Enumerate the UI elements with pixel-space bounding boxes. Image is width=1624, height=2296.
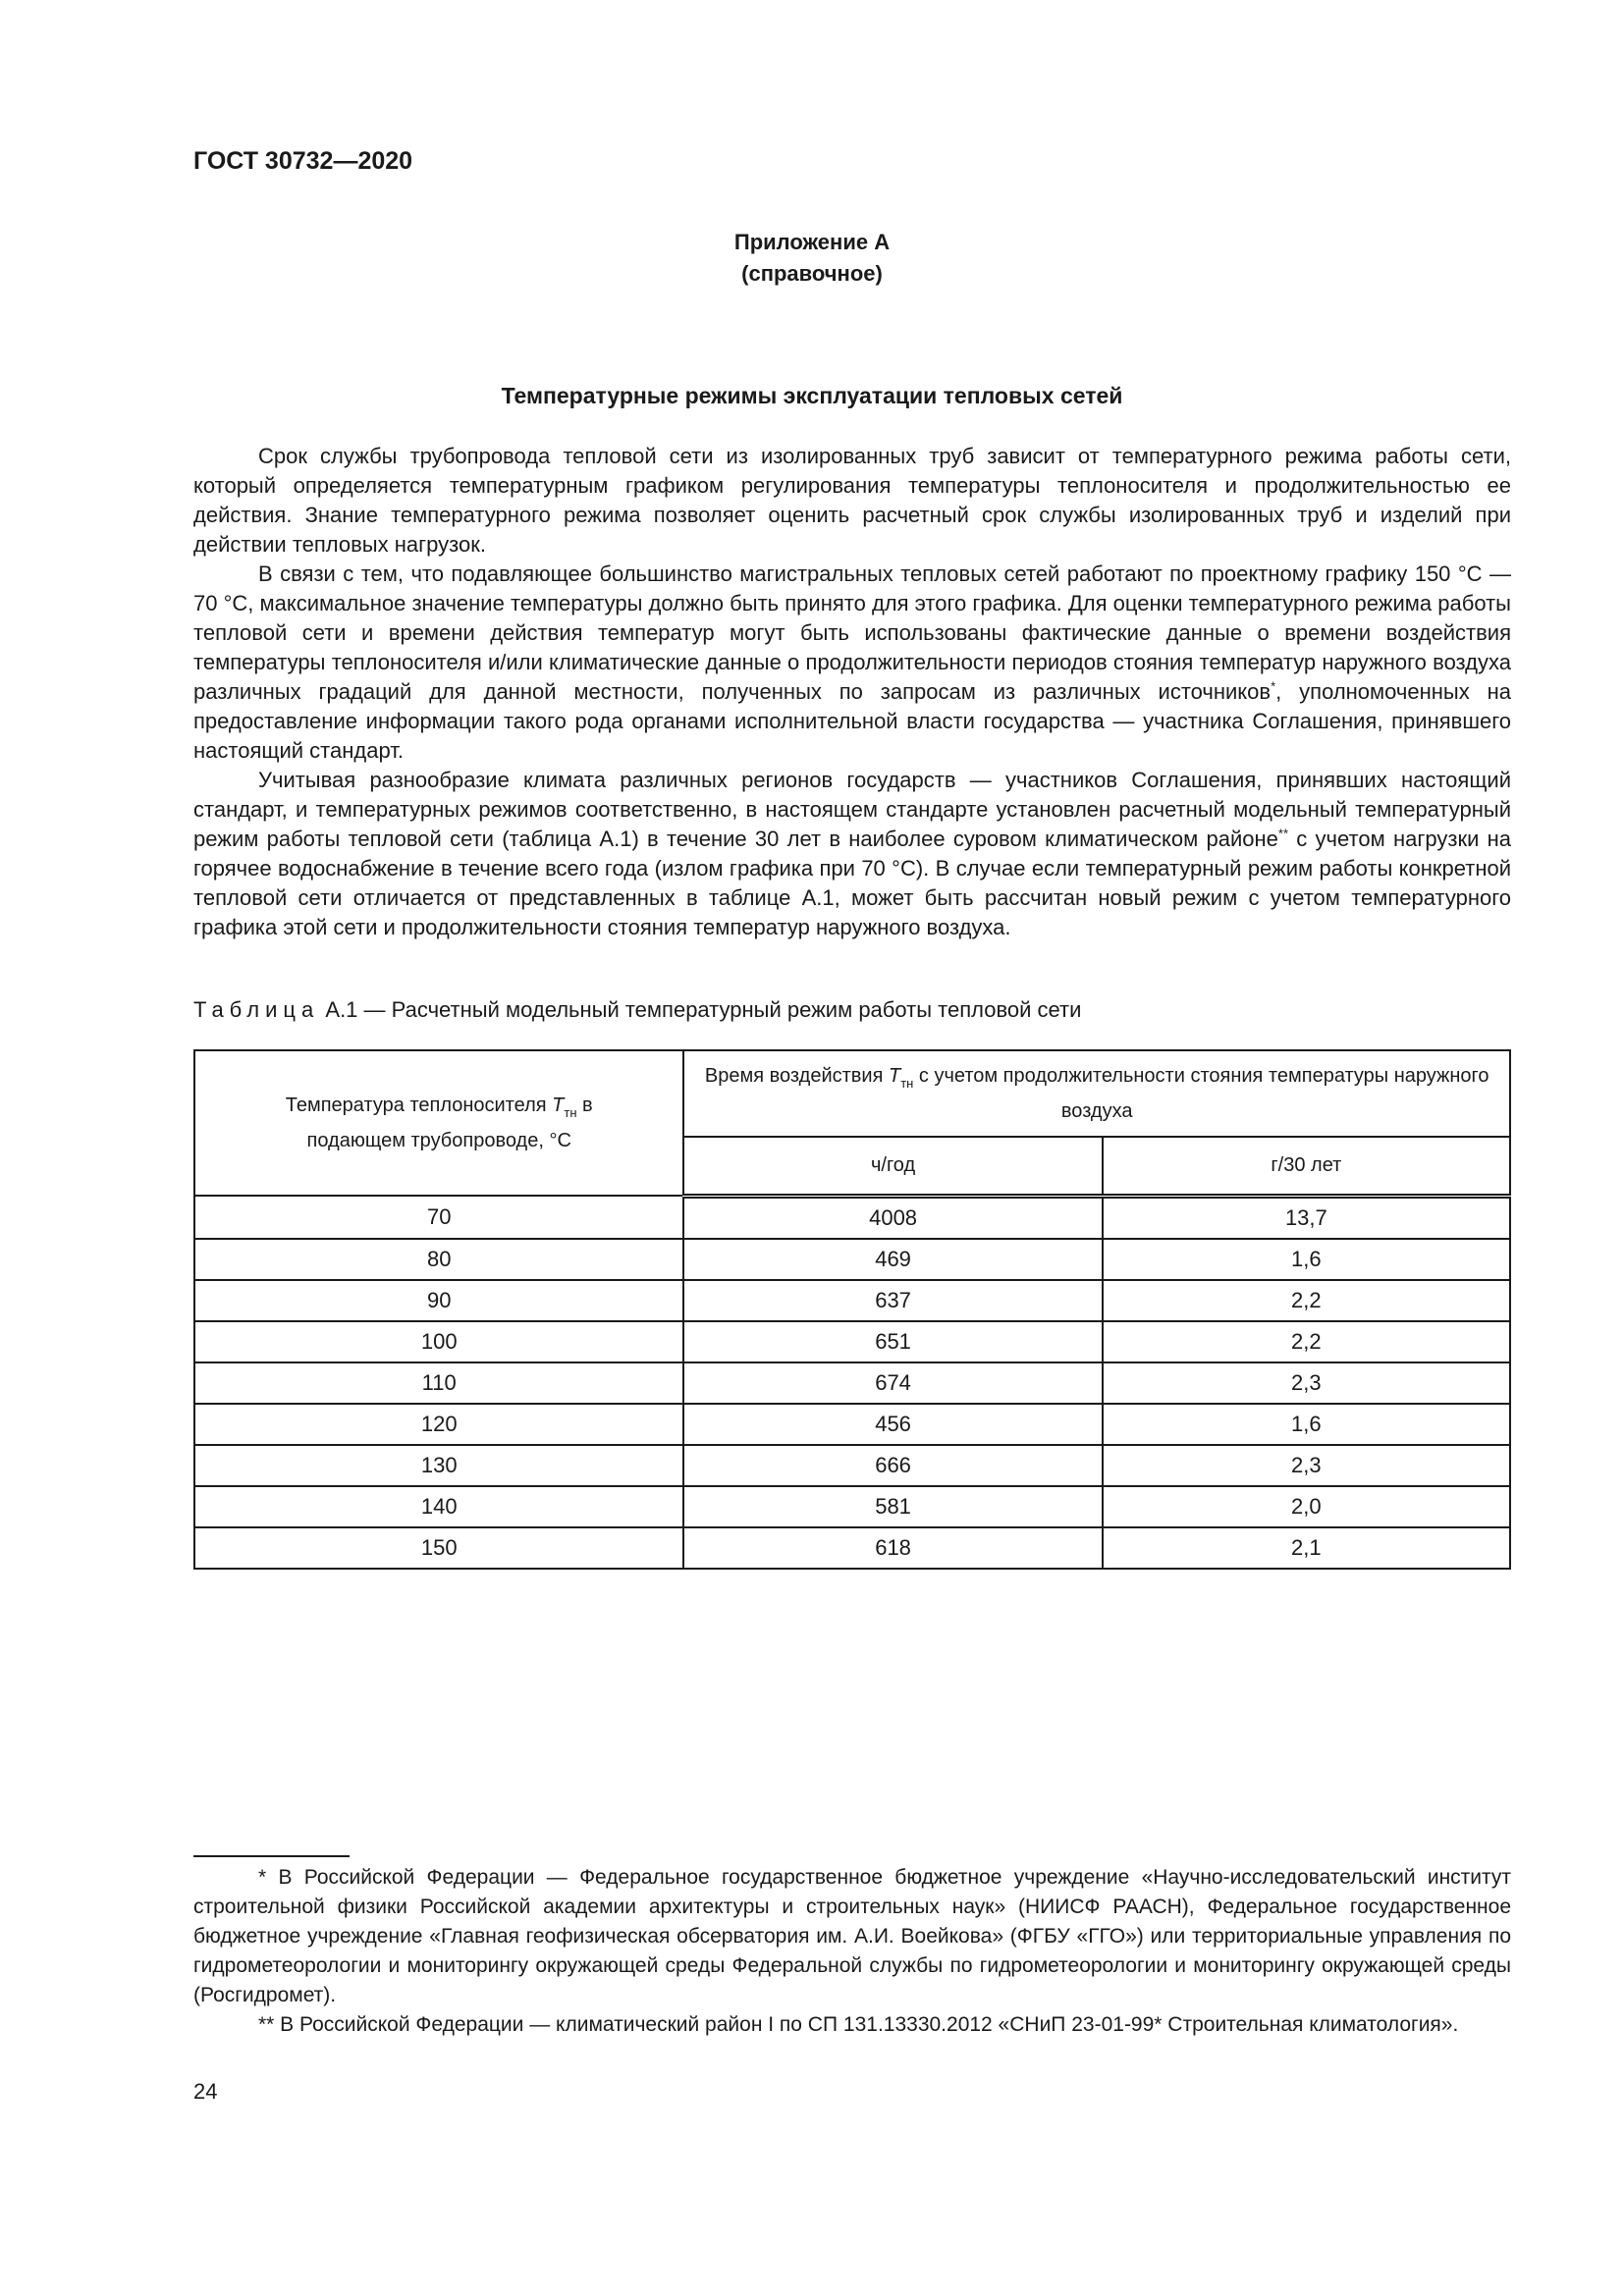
body-text [193,442,1511,942]
cell-hours: 637 [683,1280,1102,1321]
header-exposure-text [684,1062,1509,1125]
table-row [194,1486,1510,1527]
paragraph-2-text-a: В связи с тем, что подавляющее большинство магистральных тепловых сетей работают по проектному графику 150 °С — 70 °С, максимальное значение температуры должно быть принято для этого графика. Для оценки температурного режима работы тепловой сети и времени действия температур могут быть использованы фактические данные о времени воздействия температуры теплоносителя и/или климатические данные о продолжительности периодов стояния температур наружного воздуха различных градаций для данной местности, полученных по запросам из различных источников [193,561,1511,704]
cell-hours: 4008 [683,1196,1102,1239]
footnotes [193,1863,1511,2040]
table-row [194,1362,1510,1404]
cell-years: 2,2 [1103,1280,1510,1321]
cell-hours: 651 [683,1321,1102,1362]
footnote-2: ** В Российской Федерации — климатический район I по СП 131.13330.2012 «СНиП 23-01-99* Строительная климатология». [258,2013,1459,2036]
table-row [194,1445,1510,1486]
table-caption [193,997,1081,1023]
annex-heading [0,227,1624,290]
section-title: Температурные режимы эксплуатации тепловых сетей [501,383,1123,408]
paragraph-3 [193,766,1511,942]
paragraph-1: Срок службы трубопровода тепловой сети из изолированных труб зависит от температурного режима работы сети, который определяется температурным графиком регулирования температуры теплоносителя и продолжительностью ее действия. Знание температурного режима позволяет оценить расчетный срок службы изолированных труб и изделий при действии тепловых нагрузок. [193,444,1511,557]
header-temperature-b: в подающем трубопроводе, °С [306,1095,593,1151]
cell-temperature: 80 [194,1239,683,1280]
header-hours-per-year: ч/год [683,1137,1102,1196]
table-row [194,1404,1510,1445]
cell-years: 2,2 [1103,1321,1510,1362]
document-code: ГОСТ 30732—2020 [193,147,413,175]
cell-temperature: 140 [194,1486,683,1527]
header-temperature-sub: тн [564,1105,577,1120]
header-years-per-30: г/30 лет [1103,1137,1510,1196]
cell-temperature: 120 [194,1404,683,1445]
footnote-divider [193,1855,350,1857]
cell-years: 2,1 [1103,1527,1510,1569]
header-exposure-sub: тн [900,1076,914,1092]
cell-temperature: 110 [194,1362,683,1404]
paragraph-3-text-b: с учетом нагрузки на горячее водоснабжение в течение всего года (излом графика при 70 °С). В случае если температурный режим работы конкретной тепловой сети отличается от представленных в таблице А.1, может быть рассчитан новый режим с учетом температурного графика этой сети и продолжительности стояния температур наружного воздуха. [193,827,1511,939]
cell-temperature: 100 [194,1321,683,1362]
temperature-regime-table [193,1049,1511,1570]
header-temperature-var: T [552,1095,565,1116]
header-exposure-var: T [888,1065,901,1088]
cell-temperature: 150 [194,1527,683,1569]
table-caption-text: А.1 — Расчетный модельный температурный режим работы тепловой сети [325,997,1082,1022]
table-row [194,1280,1510,1321]
header-temperature [194,1050,683,1196]
cell-years: 1,6 [1103,1404,1510,1445]
cell-hours: 469 [683,1239,1102,1280]
annex-title: Приложение А [733,230,891,254]
cell-temperature: 130 [194,1445,683,1486]
annex-subtitle: (справочное) [741,261,883,286]
paragraph-2-text-b: , уполномоченных на предоставление информации такого рода органами исполнительной власти государства — участника Соглашения, принявшего настоящий стандарт. [193,679,1511,763]
cell-years: 13,7 [1103,1196,1510,1239]
cell-temperature: 70 [194,1196,683,1239]
header-exposure-b: с учетом продолжительности стояния температуры наружного воздуха [913,1065,1489,1123]
footnote-1: * В Российской Федерации — Федеральное государственное бюджетное учреждение «Научно-исследовательский институт строительной физики Российской академии архитектуры и строительных наук» (НИИСФ РААСН), Федеральное государственное бюджетное учреждение «Главная геофизическая обсерватория им. А.И. Воейкова» (ФГБУ «ГГО») или территориальные управления по гидрометеорологии и мониторингу окружающей среды Федеральной службы по гидрометеорологии и мониторингу окружающей среды (Росгидромет). [193,1866,1511,2006]
header-exposure-a: Время воздействия [704,1065,889,1088]
cell-hours: 581 [683,1486,1102,1527]
cell-hours: 674 [683,1362,1102,1404]
cell-years: 2,3 [1103,1445,1510,1486]
header-temperature-text [195,1092,682,1154]
table-row [194,1321,1510,1362]
cell-years: 1,6 [1103,1239,1510,1280]
footnote-marker-2[interactable]: ** [1277,826,1289,841]
cell-years: 2,0 [1103,1486,1510,1527]
footnote-marker-1[interactable]: * [1271,678,1276,694]
cell-years: 2,3 [1103,1362,1510,1404]
cell-temperature: 90 [194,1280,683,1321]
cell-hours: 618 [683,1527,1102,1569]
page-number: 24 [193,2079,218,2104]
table-row [194,1196,1510,1239]
paragraph-3-text-a: Учитывая разнообразие климата различных регионов государств — участников Соглашения, принявших настоящий стандарт, и температурных режимов соответственно, в настоящем стандарте установлен расчетный модельный температурный режим работы тепловой сети (таблица А.1) в течение 30 лет в наиболее суровом климатическом районе [193,768,1511,851]
table-caption-label: Таблица [193,997,320,1022]
paragraph-2 [193,560,1511,766]
cell-hours: 666 [683,1445,1102,1486]
header-temperature-a: Температура теплоносителя [285,1095,553,1116]
table-row [194,1527,1510,1569]
table-row [194,1239,1510,1280]
cell-hours: 456 [683,1404,1102,1445]
header-exposure-time [683,1050,1510,1137]
